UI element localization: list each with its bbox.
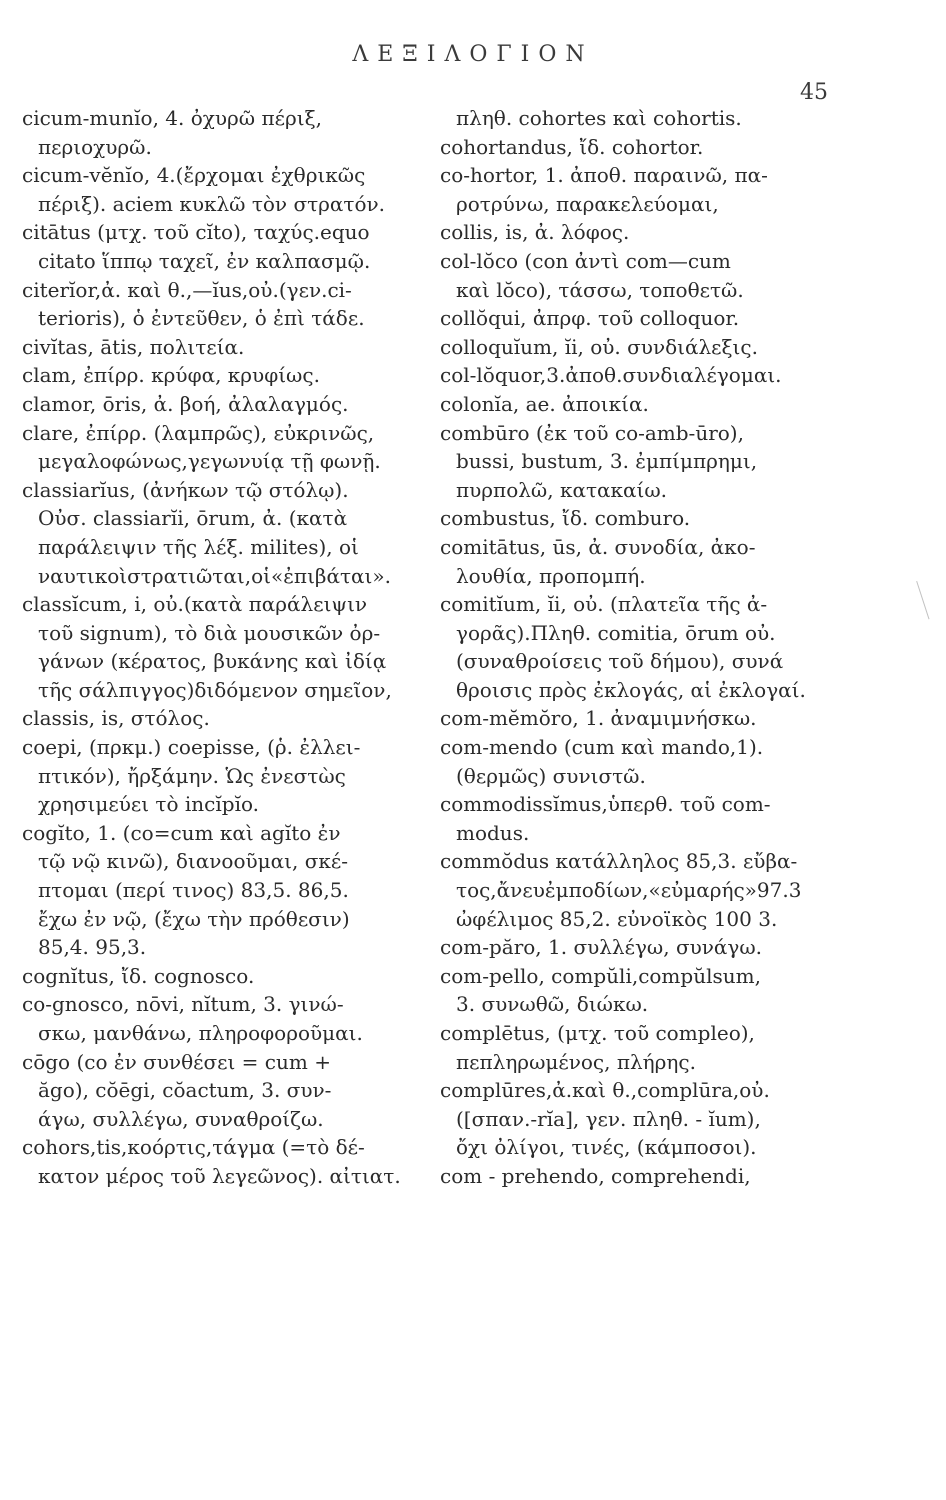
- entry-line: τοῦ signum), τὸ διὰ μουσικῶν ὀρ-: [38, 620, 381, 645]
- entry-line: colonĭa, ae. ἀποικία.: [440, 391, 649, 416]
- entry-line: ăgo), cŏēgi, cŏactum, 3. συν-: [38, 1078, 332, 1103]
- entry-line: cōgo (co ἐν συνθέσει = cum +: [22, 1049, 331, 1074]
- entry-line: 85,4. 95,3.: [38, 935, 147, 960]
- entry-line: clare, ἐπίρρ. (λαμπρῶς), εὐκρινῶς,: [22, 420, 375, 445]
- entry-line: civĭtas, ātis, πολιτεία.: [22, 334, 245, 359]
- entry-line: col-lŏquor,3.ἀποθ.συνδιαλέγομαι.: [440, 363, 782, 388]
- entry-line: Οὐσ. classiarĭi, ōrum, ἀ. (κατὰ: [38, 506, 348, 531]
- entry-line: κατον μέρος τοῦ λεγεῶνος). αἰτιατ.: [38, 1163, 401, 1188]
- entry-line: ὄχι ὀλίγοι, τινές, (κάμποσοι).: [456, 1135, 757, 1160]
- entry-line: ροτρύνω, παρακελεύομαι,: [456, 191, 719, 216]
- left-column: [22, 104, 422, 1191]
- entry-line: περιοχυρῶ.: [38, 134, 152, 159]
- entry-line: complūres,ἀ.καὶ θ.,complūra,οὐ.: [440, 1078, 770, 1103]
- entry-line: cohors,tis,κοόρτις,τάγμα (=τὸ δέ-: [22, 1135, 365, 1160]
- entry-line: παράλειψιν τῆς λέξ. milites), οἱ: [38, 534, 359, 559]
- entry-line: complētus, (μτχ. τοῦ compleo),: [440, 1021, 755, 1045]
- entry-line: classĭcum, i, οὐ.(κατὰ παράλειψιν: [22, 592, 368, 617]
- entry-line: πληθ. cohortes καὶ cohortis.: [456, 106, 742, 130]
- right-column: [440, 104, 860, 1191]
- entry-line: cognĭtus, ἴδ. cognosco.: [22, 963, 255, 988]
- entry-line: ναυτικοὶστρατιῶται,οἱ«ἐπιβάται».: [38, 563, 391, 588]
- entry-line: co-gnosco, nōvi, nĭtum, 3. γινώ-: [22, 992, 344, 1017]
- entry-line: col-lŏco (con ἀντὶ com—cum: [440, 248, 731, 273]
- entry-line: τος,ἄνευἐμποδίων,«εὐμαρής»97.3: [456, 878, 802, 903]
- entry-line: co-hortor, 1. ἀποθ. παραινῶ, πα-: [440, 163, 768, 188]
- entry-line: τῆς σάλπιγγος)διδόμενον σημεῖον,: [38, 677, 392, 702]
- entry-line: comitātus, ūs, ἀ. συνοδία, ἀκο-: [440, 534, 756, 559]
- entry-line: combustus, ἴδ. comburo.: [440, 506, 691, 531]
- entry-line: πτικόν), ἤρξάμην. Ὡς ἐνεστὼς: [38, 763, 346, 788]
- entry-line: γάνων (κέρατος, βυκάνης καὶ ἰδίᾳ: [38, 649, 387, 674]
- entry-line: καὶ lŏco), τάσσω, τοποθετῶ.: [456, 277, 744, 302]
- page-number: 45: [800, 80, 828, 105]
- entry-line: άγω, συλλέγω, συναθροίζω.: [38, 1106, 324, 1131]
- entry-line: classis, is, στόλος.: [22, 706, 210, 731]
- entry-line: (θερμῶς) συνιστῶ.: [456, 763, 646, 788]
- entry-line: σκω, μανθάνω, πληροφοροῦμαι.: [38, 1021, 363, 1045]
- entry-line: citātus (μτχ. τοῦ cĭto), ταχύς.equo: [22, 220, 370, 245]
- entry-line: cohortandus, ἴδ. cohortor.: [440, 134, 704, 159]
- entry-line: ὠφέλιμος 85,2. εὐνοϊκὸς 100 3.: [456, 906, 778, 931]
- entry-line: coepi, (πρκμ.) coepisse, (ῥ. ἐλλει-: [22, 735, 361, 760]
- entry-line: cicum-vĕnĭo, 4.(ἔρχομαι ἐχθρικῶς: [22, 163, 366, 188]
- entry-line: combūro (ἐκ τοῦ co-amb-ūro),: [440, 420, 744, 445]
- entry-line: clamor, ōris, ἀ. βοή, ἀλαλαγμός.: [22, 391, 349, 416]
- entry-line: λουθία, προπομπή.: [456, 563, 646, 588]
- entry-line: collis, is, ἀ. λόφος.: [440, 220, 630, 245]
- entry-line: τῷ νῷ κινῶ), διανοοῦμαι, σκέ-: [38, 849, 348, 874]
- entry-line: terioris), ὁ ἐντεῦθεν, ὁ ἐπὶ τάδε.: [38, 306, 365, 331]
- entry-line: com-pello, compŭli,compŭlsum,: [440, 963, 761, 988]
- entry-line: modus.: [456, 820, 530, 845]
- entry-line: χρησιμεύει τὸ incĭpĭo.: [38, 792, 260, 817]
- entry-line: colloquĭum, ĭi, οὐ. συνδιάλεξις.: [440, 334, 758, 359]
- entry-line: citerĭor,ἀ. καὶ θ.,—ĭus,οὐ.(γεν.ci-: [22, 277, 352, 302]
- entry-line: μεγαλοφώνως,γεγωνυίᾳ τῇ φωνῇ.: [38, 449, 381, 474]
- entry-line: collŏqui, ἀπρφ. τοῦ colloquor.: [440, 306, 740, 331]
- entry-line: cogĭto, 1. (co=cum καὶ agĭto ἐν: [22, 820, 341, 845]
- entry-line: clam, ἐπίρρ. κρύφα, κρυφίως.: [22, 363, 320, 388]
- entry-line: γορᾶς).Πληθ. comitia, ōrum οὐ.: [456, 620, 776, 645]
- entry-line: cicum-munĭo, 4. ὀχυρῶ πέριξ,: [22, 106, 322, 130]
- entry-line: commodissĭmus,ὑπερθ. τοῦ com-: [440, 792, 771, 817]
- entry-line: ἔχω ἐν νῷ, (ἔχω τὴν πρόθεσιν): [38, 906, 350, 931]
- page-title: ΛΕΞΙΛΟΓΙΟΝ: [352, 42, 594, 67]
- entry-line: (συναθροίσεις τοῦ δήμου), συνά: [456, 649, 784, 674]
- entry-line: classiarĭus, (ἀνήκων τῷ στόλῳ).: [22, 477, 349, 502]
- entry-line: πυρπολῶ, κατακαίω.: [456, 477, 668, 502]
- entry-line: πεπληρωμένος, πλήρης.: [456, 1049, 696, 1074]
- entry-line: bussi, bustum, 3. ἐμπίμπρημι,: [456, 449, 758, 474]
- entry-line: citato ἵππῳ ταχεῖ, ἐν καλπασμῷ.: [38, 248, 371, 273]
- entry-line: com-mĕmŏro, 1. ἀναμιμνήσκω.: [440, 706, 757, 731]
- entry-line: com-păro, 1. συλλέγω, συνάγω.: [440, 935, 763, 960]
- entry-line: comitĭum, ĭi, οὐ. (πλατεῖα τῆς ἀ-: [440, 592, 768, 617]
- entry-line: πέριξ). aciem κυκλῶ τὸν στρατόν.: [38, 191, 386, 216]
- entry-line: πτομαι (περί τινος) 83,5. 86,5.: [38, 878, 349, 903]
- entry-line: 3. συνωθῶ, διώκω.: [456, 992, 649, 1017]
- margin-mark: [916, 577, 943, 620]
- entry-line: ([σπαν.-rĭa], γεν. πληθ. - ĭum),: [456, 1106, 761, 1131]
- entry-line: θροισις πρὸς ἐκλογάς, αἱ ἐκλογαί.: [456, 677, 806, 702]
- entry-line: com - prehendo, comprehendi,: [440, 1163, 751, 1188]
- entry-line: commŏdus κατάλληλος 85,3. εὔβα-: [440, 849, 798, 874]
- entry-line: com-mendo (cum καὶ mando,1).: [440, 735, 764, 760]
